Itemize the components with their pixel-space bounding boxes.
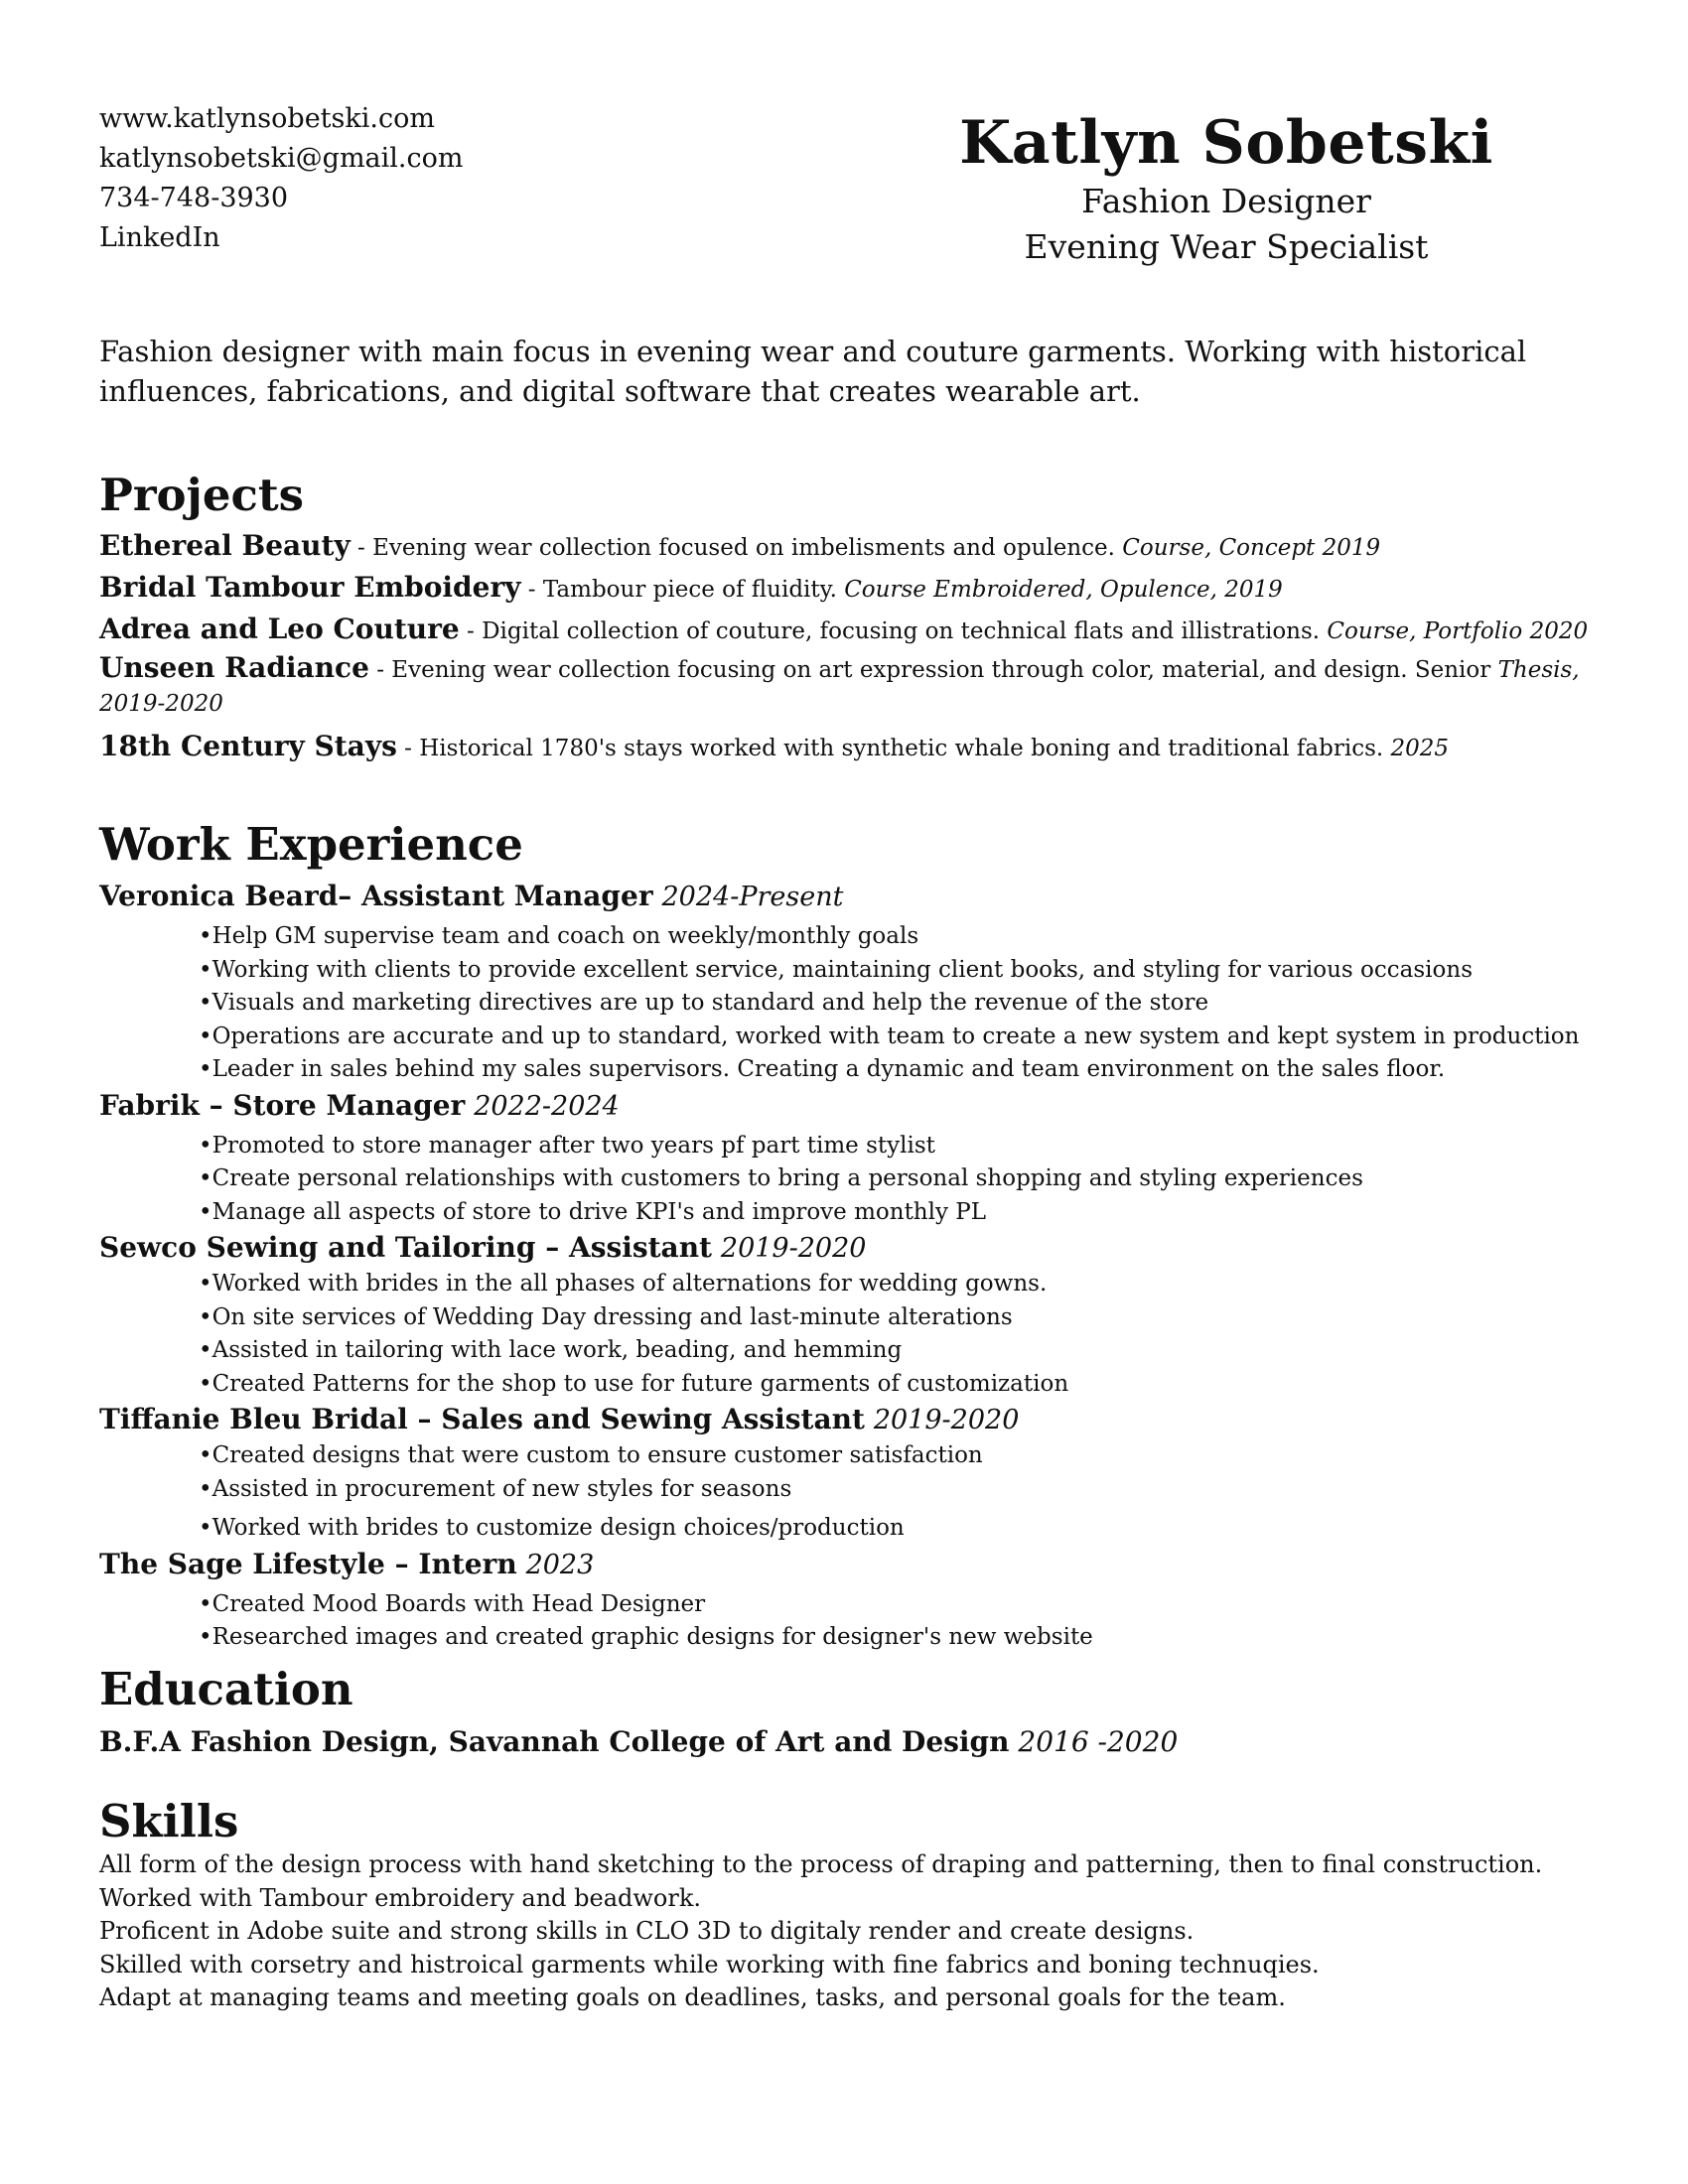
project-item <box>99 651 1599 721</box>
project-meta: 2025 <box>1390 736 1450 761</box>
job-dates: 2019-2020 <box>720 1233 867 1264</box>
projects-heading: Projects <box>99 469 304 521</box>
job-entry <box>99 878 1599 1087</box>
job-bullets <box>99 1439 1599 1546</box>
job-bullet: • On site services of Wedding Day dressing and last-minute alterations <box>199 1301 1599 1335</box>
job-bullets <box>99 1130 1599 1230</box>
job-bullet: • Leader in sales behind my sales supervisors. Creating a dynamic and team environment on the sales floor. <box>199 1053 1599 1087</box>
project-item <box>99 727 1599 768</box>
project-description: - Evening wear collection focusing on art expression through color, material, and design. Senior <box>368 657 1498 683</box>
work-experience-heading: Work Experience <box>99 818 523 871</box>
job-bullet: • Researched images and created graphic designs for designer's new website <box>199 1621 1599 1655</box>
project-description: - Digital collection of couture, focusing on technical flats and illistrations. <box>459 618 1328 644</box>
job-bullet: • Worked with brides in the all phases of alternations for wedding gowns. <box>199 1268 1599 1301</box>
job-title: Tiffanie Bleu Bridal – Sales and Sewing Assistant <box>99 1403 865 1435</box>
summary-line: Fashion designer with main focus in evening wear and couture garments. Working with historical <box>99 335 1527 368</box>
job-title: The Sage Lifestyle – Intern <box>99 1547 517 1580</box>
project-title: Ethereal Beauty <box>99 529 351 562</box>
project-description: - Evening wear collection focused on imbelisments and opulence. <box>350 535 1123 561</box>
work-experience-list <box>99 878 1599 1655</box>
job-bullet: • Promoted to store manager after two years pf part time stylist <box>199 1130 1599 1163</box>
project-meta: Course, Concept 2019 <box>1122 535 1381 561</box>
job-header <box>99 1087 1599 1126</box>
contact-info <box>99 99 463 258</box>
summary <box>99 332 1589 411</box>
job-bullet: • Created Mood Boards with Head Designer <box>199 1588 1599 1622</box>
email-link[interactable]: katlynsobetski@gmail.com <box>99 143 464 174</box>
job-bullet: • Assisted in tailoring with lace work, beading, and hemming <box>199 1334 1599 1368</box>
resume-header <box>928 107 1524 270</box>
project-description: - Tambour piece of fluidity. <box>520 577 845 603</box>
project-title: Bridal Tambour Emboidery <box>99 571 521 604</box>
degree: B.F.A Fashion Design, Savannah College of Art and Design <box>99 1725 1010 1758</box>
job-bullet: • Create personal relationships with customers to bring a personal shopping and styling experiences <box>199 1162 1599 1196</box>
job-bullet: • Created Patterns for the shop to use for future garments of customization <box>199 1368 1599 1402</box>
project-title: Adrea and Leo Couture <box>99 613 460 645</box>
job-entry <box>99 1401 1599 1546</box>
job-bullet: • Help GM supervise team and coach on weekly/monthly goals <box>199 920 1599 954</box>
job-header <box>99 878 1599 916</box>
job-bullet: • Visuals and marketing directives are up to standard and help the revenue of the store <box>199 987 1599 1021</box>
project-item <box>99 568 1599 610</box>
skills-heading: Skills <box>99 1795 239 1847</box>
job-bullets <box>99 1268 1599 1401</box>
phone-number: 734-748-3930 <box>99 183 289 213</box>
job-bullet: • Worked with brides to customize design choices/production <box>199 1512 1599 1546</box>
job-header <box>99 1546 1599 1584</box>
job-bullet: • Manage all aspects of store to drive KPI's and improve monthly PL <box>199 1196 1599 1230</box>
job-dates: 2019-2020 <box>873 1405 1020 1435</box>
skills-list <box>99 1848 1599 2015</box>
project-meta: Course Embroidered, Opulence, 2019 <box>844 577 1283 603</box>
job-entry <box>99 1087 1599 1230</box>
projects-list <box>99 526 1599 768</box>
education-entry <box>99 1722 1589 1762</box>
skill-item: Proficent in Adobe suite and strong skills in CLO 3D to digitaly render and create designs. <box>99 1917 1195 1945</box>
job-bullet: • Assisted in procurement of new styles for seasons <box>199 1473 1599 1507</box>
education-heading: Education <box>99 1663 353 1715</box>
job-dates: 2024-Present <box>661 882 844 912</box>
skill-item: All form of the design process with hand sketching to the process of draping and patterning, then to final construction. <box>99 1850 1543 1878</box>
job-title-primary: Fashion Designer <box>1081 182 1371 220</box>
website-link[interactable]: www.katlynsobetski.com <box>99 103 435 134</box>
job-header <box>99 1401 1599 1439</box>
job-bullet: • Operations are accurate and up to standard, worked with team to create a new system and kept system in production <box>199 1021 1599 1054</box>
job-dates: 2023 <box>525 1549 595 1580</box>
skill-item: Worked with Tambour embroidery and beadwork. <box>99 1883 702 1912</box>
job-bullets <box>99 920 1599 1087</box>
job-title: Fabrik – Store Manager <box>99 1088 466 1122</box>
summary-line: influences, fabrications, and digital software that creates wearable art. <box>99 374 1141 408</box>
project-meta: Course, Portfolio 2020 <box>1327 618 1589 644</box>
job-header <box>99 1229 1599 1268</box>
project-meta: Thesis, 2019-2020 <box>99 657 1580 717</box>
job-title: Veronica Beard– Assistant Manager <box>99 880 653 912</box>
job-title-secondary: Evening Wear Specialist <box>1024 227 1429 266</box>
job-bullets <box>99 1588 1599 1655</box>
job-dates: 2022-2024 <box>474 1090 620 1122</box>
linkedin-link[interactable]: LinkedIn <box>99 222 220 253</box>
project-title: Unseen Radiance <box>99 651 369 684</box>
job-title: Sewco Sewing and Tailoring – Assistant <box>99 1231 712 1264</box>
job-bullet: • Created designs that were custom to ensure customer satisfaction <box>199 1439 1599 1473</box>
project-item <box>99 610 1599 651</box>
project-title: 18th Century Stays <box>99 730 397 762</box>
job-bullet: • Working with clients to provide excellent service, maintaining client books, and styling for various occasions <box>199 954 1599 988</box>
job-entry <box>99 1229 1599 1401</box>
project-description: - Historical 1780's stays worked with synthetic whale boning and traditional fabrics. <box>396 736 1391 761</box>
skill-item: Skilled with corsetry and histroical garments while working with fine fabrics and boning technuqies. <box>99 1950 1320 1979</box>
skill-item: Adapt at managing teams and meeting goals on deadlines, tasks, and personal goals for the team. <box>99 1983 1286 2011</box>
project-item <box>99 526 1599 568</box>
education-years: 2016 -2020 <box>1018 1725 1179 1758</box>
candidate-name: Katlyn Sobetski <box>959 108 1493 178</box>
job-entry <box>99 1546 1599 1655</box>
